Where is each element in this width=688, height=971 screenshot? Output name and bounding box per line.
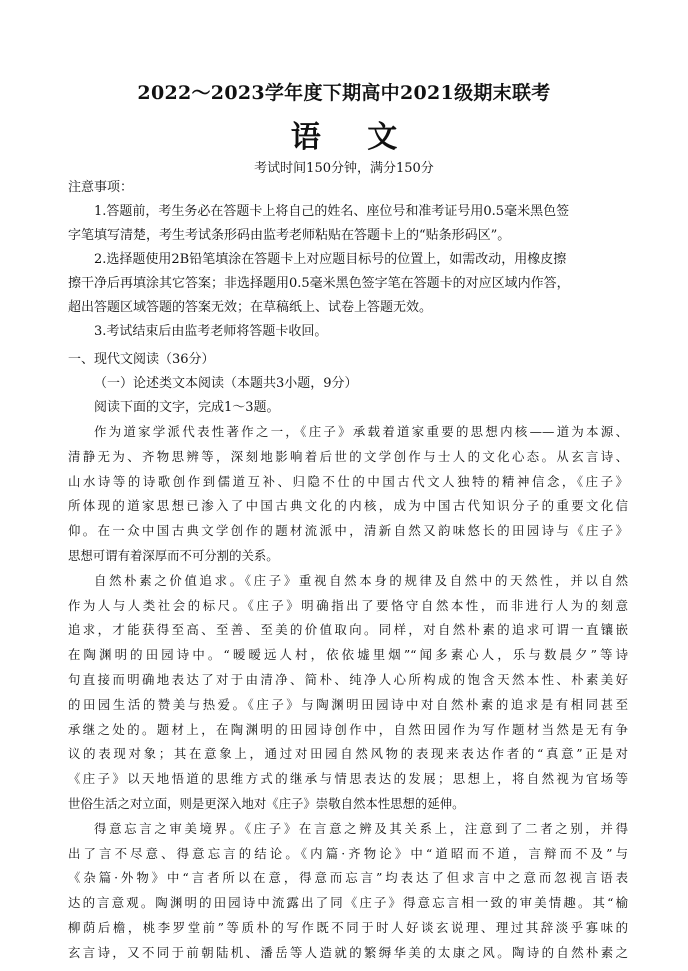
passage-line: 得意忘言之审美境界。《庄子》在言意之辨及其关系上，注意到了二者之别，并得: [94, 820, 628, 836]
passage-line: 在陶渊明的田园诗中。“暧暧远人村，依依墟里烟”“闻多素心人，乐与数晨夕”等诗: [68, 647, 628, 663]
exam-time-info: 考试时间150分钟，满分150分: [254, 161, 434, 176]
passage-line: 作为道家学派代表性著作之一，《庄子》承载着道家重要的思想内核——道为本源、: [94, 424, 628, 439]
subsection-heading: （一）论述类文本阅读（本题共3小题，9分）: [94, 376, 358, 391]
passage-line: 《杂篇·外物》中“言者所以在意，得意而忘言”均表达了但求言中之意而忽视言语表: [68, 870, 628, 886]
reading-passage: [68, 420, 628, 966]
reading-prompt: 阅读下面的文字，完成1～3题。: [94, 400, 280, 415]
passage-line: 玄言诗，又不同于前朝陆机、潘岳等人造就的繁缛华美的太康之风。陶诗的自然朴素之: [68, 944, 628, 960]
notice-line: 3.考试结束后由监考老师将答题卡收回。: [68, 324, 328, 339]
passage-line: 《庄子》以天地悟道的思维方式的继承与情思表达的发展；思想上，将自然视为官场等: [68, 771, 628, 787]
passage-line: 仰。在一众中国古典文学创作的题材流派中，清新自然又韵味悠长的田园诗与《庄子》: [68, 523, 628, 539]
notice-line: 2.选择题使用2B铅笔填涂在答题卡上对应题目标号的位置上，如需改动，用橡皮擦: [68, 252, 567, 267]
passage-line: 柳荫后檐，桃李罗堂前”等质朴的写作既不同于时人好谈玄说理、理过其辞淡乎寡味的: [68, 919, 628, 935]
passage-line: 所体现的道家思想已渗入了中国古典文化的内核，成为中国古代知识分子的重要文化信: [68, 498, 628, 514]
passage-line: 议的表现对象；其在意象上，通过对田园自然风物的表现来表达作者的“真意”正是对: [68, 746, 628, 762]
passage-line: 句直接而明确地表达了对于由清净、简朴、纯净人心所构成的饱含天然本性、朴素美好: [68, 671, 628, 687]
notice-line: 超出答题区域答题的答案无效；在草稿纸上、试卷上答题无效。: [68, 300, 433, 315]
notice-instructions: [68, 200, 628, 344]
passage-line: 作为人与人类社会的标尺。《庄子》明确指出了要恪守自然本性，而非进行人为的刻意: [68, 597, 628, 613]
notice-line: 字笔填写清楚，考生考试条形码由监考老师粘贴在答题卡上的“贴条形码区”。: [68, 228, 511, 243]
subject-title: 语 文: [290, 120, 416, 155]
passage-line: 自然朴素之价值追求。《庄子》重视自然本身的规律及自然中的天然性，并以自然: [94, 572, 628, 588]
exam-title: 2022～2023学年度下期高中2021级期末联考: [137, 82, 551, 104]
passage-line: 山水诗等的诗歌创作到儒道互补、归隐不仕的中国古代文人独特的精神信念，《庄子》: [68, 473, 628, 489]
notice-line: 1.答题前，考生务必在答题卡上将自己的姓名、座位号和准考证号用0.5毫米黑色签: [68, 204, 570, 219]
passage-line: 达的言意观。陶渊明的田园诗中流露出了同《庄子》得意忘言相一致的审美情趣。其“榆: [68, 895, 628, 911]
passage-line: 承继之处的。题材上，在陶渊明的田园诗创作中，自然田园作为写作题材当然是无有争: [68, 721, 628, 737]
passage-line: 的田园生活的赞美与热爱。《庄子》与陶渊明田园诗中对自然朴素的追求是有相同甚至: [68, 696, 628, 712]
passage-line: 世俗生活之对立面，则是更深入地对《庄子》崇敬自然本性思想的延伸。: [68, 795, 465, 811]
section-heading: 一、现代文阅读（36分）: [68, 352, 215, 367]
passage-line: 追求，才能获得至高、至善、至美的价值取向。同样，对自然朴素的追求可谓一直镶嵌: [68, 622, 628, 638]
notice-line: 擦干净后再填涂其它答案；非选择题用0.5毫米黑色签字笔在答题卡的对应区域内作答，: [68, 276, 570, 291]
notice-heading: 注意事项：: [68, 180, 134, 195]
passage-line: 清静无为、齐物思辨等，深刻地影响着后世的文学创作与士人的文化心态。从玄言诗、: [68, 448, 628, 464]
passage-line: 思想可谓有着深厚而不可分割的关系。: [68, 547, 279, 563]
passage-line: 出了言不尽意、得意忘言的结论。《内篇·齐物论》中“道昭而不道，言辩而不及”与: [68, 845, 628, 861]
